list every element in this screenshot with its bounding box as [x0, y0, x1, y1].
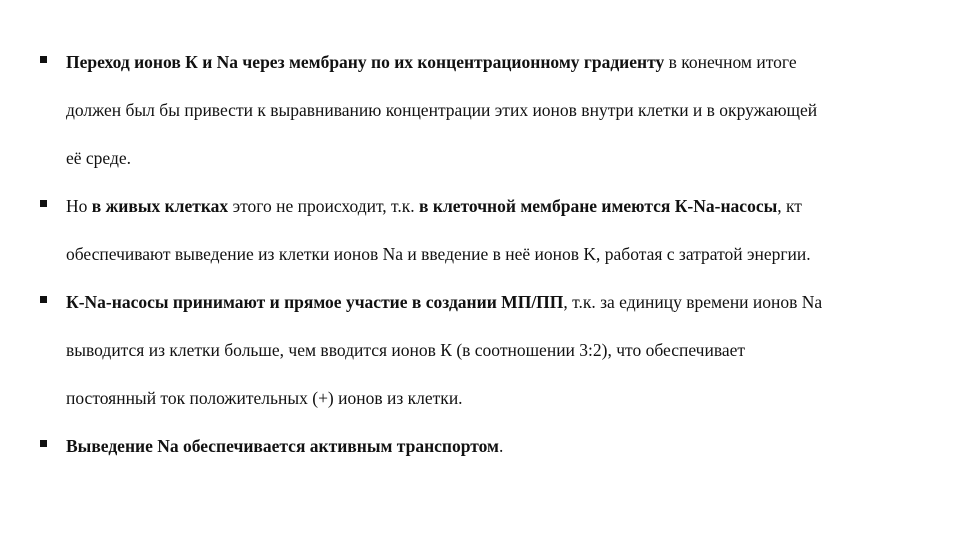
square-bullet-icon	[40, 182, 50, 230]
plain-text: в конечном итоге	[664, 52, 797, 72]
plain-text: этого не происходит, т.к.	[228, 196, 420, 216]
square-bullet-icon	[40, 38, 50, 86]
plain-text: , т.к. за единицу времени ионов Na	[563, 292, 823, 312]
bold-text: К-Na-насосы принимают и прямое участие в создании МП/ПП	[66, 292, 564, 312]
bullet-item	[40, 422, 940, 470]
text-line	[66, 278, 940, 326]
square-bullet-icon	[40, 278, 50, 326]
plain-text: .	[498, 436, 504, 456]
bold-text: в клеточной мембране имеются К-Na-насосы	[419, 196, 778, 216]
bold-text: Переход ионов К и Na через мембрану по их концентрационному градиенту	[66, 52, 665, 72]
text-line: должен был бы привести к выравниванию концентрации этих ионов внутри клетки и в окружающей	[66, 100, 818, 120]
bullet-item	[40, 278, 940, 422]
text-line: постоянный ток положительных (+) ионов из клетки.	[66, 388, 463, 408]
text-line	[66, 38, 940, 86]
bullet-item	[40, 38, 940, 182]
text-line: её среде.	[66, 148, 132, 168]
bold-text: в живых клетках	[91, 196, 229, 216]
text-line	[66, 182, 940, 230]
bullet-item	[40, 182, 940, 278]
bullet-list	[40, 38, 940, 470]
text-line: обеспечивают выведение из клетки ионов Na и введение в неё ионов K, работая с затратой энергии.	[66, 244, 811, 264]
bold-text: Выведение Na обеспечивается активным транспортом	[66, 436, 499, 456]
plain-text: , кт	[777, 196, 802, 216]
text-line	[66, 422, 940, 470]
plain-text: Но	[66, 196, 92, 216]
square-bullet-icon	[40, 422, 50, 470]
text-line: выводится из клетки больше, чем вводится ионов К (в соотношении 3:2), что обеспечивает	[66, 340, 746, 360]
